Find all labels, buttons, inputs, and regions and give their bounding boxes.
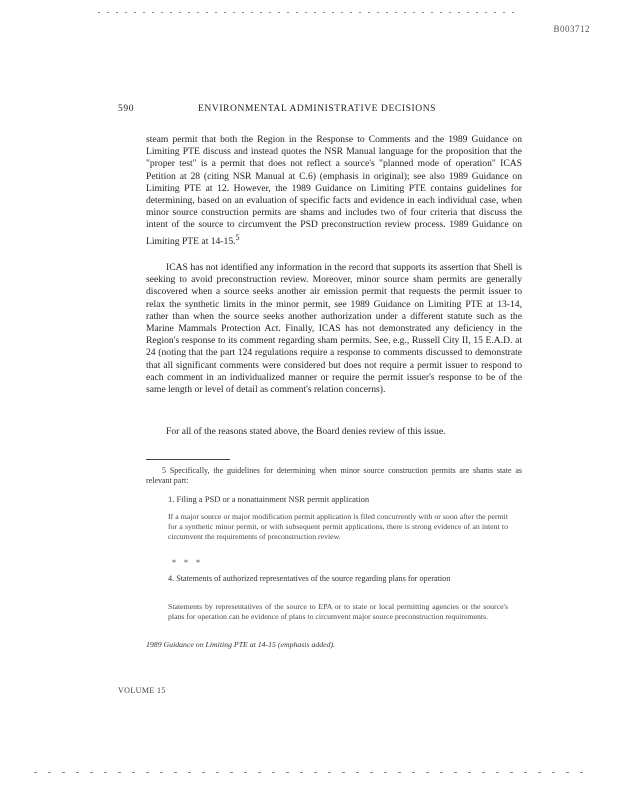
footnote-quote-1: If a major source or major modification permit application is filed concurrently with or soon after the permit for a synthetic minor permit, or with subsequent permit applications, there is strong evidence of an intent to circumvent the requirements of preconstruction review. [168,512,508,541]
footnote-item-1: 1. Filing a PSD or a nonattainment NSR permit application [168,494,370,504]
footnote-ellipsis: * * * [172,558,203,567]
document-id: B003712 [553,24,590,34]
footnote-marker: 5 [235,232,240,242]
paragraph-3-text: For all of the reasons stated above, the Board denies review of this issue. [166,426,446,437]
scan-speckle-bottom [34,772,594,773]
footnote-divider [146,459,230,460]
body-paragraph-3 [146,426,522,438]
footnote-citation: 1989 Guidance on Limiting PTE at 14-15 (emphasis added). [146,640,336,649]
page-number: 590 [118,104,135,114]
body-paragraph-1 [146,134,522,248]
paragraph-2-text: ICAS has not identified any information in the record that supports its assertion that Shell is seeking to avoid preconstruction review. Moreover, minor source sham permits are generally discovered when a source seeks another air emission permit that requests the permit issuer to relax the synthetic limits in the minor permit, see 1989 Guidance on Limiting PTE at 13-14, rather than when the source seeks another authorization under a different statute such as the Marine Mammals Protection Act. Finally, ICAS has not demonstrated any deficiency in the Region's response to its comment regarding sham permits. See, e.g., Russell City II, 15 E.A.D. at 24 (noting that the part 124 regulations require a response to comments discussed to demonstrate that all significant comments were considered but does not require a permit issuer to respond to each comment in an individualized manner or require the permit issuer's response to be of the same length or level of detail as comment's relation concerns). [146,262,522,396]
footnote-quote-2: Statements by representatives of the source to EPA or to state or local permitting agencies or the source's plans for operation can be evidence of plans to circumvent major source preconstruction requirements. [168,602,508,621]
volume-footer: VOLUME 15 [118,686,166,695]
paragraph-1-text: steam permit that both the Region in the Response to Comments and the 1989 Guidance on Limiting PTE discuss and instead quotes the NSR Manual language for the proposition that the "proper test" is a permit that does not reflect a source's "planned mode of operation" ICAS Petition at 28 (citing NSR Manual at C.6) (emphasis in original); see also 1989 Guidance on Limiting PTE at 12. However, the 1989 Guidance on Limiting PTE contains guidelines for determining, based on an evaluation of specific facts and evidence in each individual case, when minor source construction permits are shams and includes two of four criteria that discuss the intent of the source to circumvent the PSD preconstruction review process. 1989 Guidance on Limiting PTE at 14-15. [146,134,522,247]
scan-speckle-top [98,12,518,13]
footnote-intro: 5 Specifically, the guidelines for determining when minor source construction permits are shams state as relevant part: [146,466,522,485]
body-paragraph-2 [146,262,522,396]
footnote-item-2: 4. Statements of authorized representatives of the source regarding plans for operation [168,574,451,583]
running-title: ENVIRONMENTAL ADMINISTRATIVE DECISIONS [198,104,437,114]
